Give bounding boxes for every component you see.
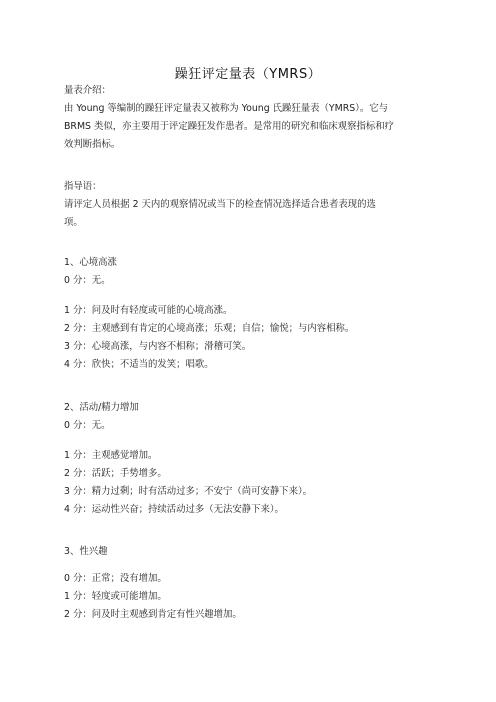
guide-section [64,178,436,196]
score-item: 4 分：欣快；不适当的发笑；唱歌。 [64,359,214,370]
section-elevated-mood-items [64,302,436,374]
score-item: 0 分：无。 [64,275,111,286]
score-item: 2 分：主观感到有肯定的心境高涨；乐观；自信；愉悦；与内容相称。 [64,323,355,334]
intro-label: 量表介绍： [64,85,111,96]
score-item: 2 分：问及时主观感到肯定有性兴趣增加。 [64,609,242,620]
section-sexual-interest [64,543,436,561]
score-item: 1 分：轻度或可能增加。 [64,591,167,602]
section-increased-activity [64,399,436,435]
score-item: 1 分：主观感觉增加。 [64,450,158,461]
section-heading: 3、性兴趣 [64,546,108,557]
intro-line: 效判断指标。 [64,139,121,150]
score-item: 1 分：问及时有轻度或可能的心境高涨。 [64,305,233,316]
score-item: 3 分：精力过剩；时有活动过多；不安宁（尚可安静下来）。 [64,486,313,497]
intro-line: 由 Young 等编制的躁狂评定量表又被称为 Young 氏躁狂量表（YMRS）。它与 [64,103,388,114]
score-item: 2 分：活跃；手势增多。 [64,468,167,479]
score-item: 0 分：正常；没有增加。 [64,573,167,584]
guide-label: 指导语： [64,181,102,192]
section-elevated-mood [64,254,436,290]
section-heading: 1、心境高涨 [64,257,117,268]
document-title: 躁狂评定量表（YMRS） [174,67,322,82]
intro-body [64,100,436,154]
guide-line: 请评定人员根据 2 天内的观察情况或当下的检查情况选择适合患者表现的选 [64,199,376,210]
section-increased-activity-items [64,447,436,519]
section-heading: 2、活动/精力增加 [64,402,139,413]
guide-body [64,196,436,232]
guide-line: 项。 [64,217,83,228]
intro-line: BRMS 类似，亦主要用于评定躁狂发作患者。是常用的研究和临床观察指标和疗 [64,121,394,132]
score-item: 0 分：无。 [64,420,111,431]
score-item: 4 分：运动性兴奋；持续活动过多（无法安静下来）。 [64,504,284,515]
section-sexual-interest-items [64,570,436,624]
score-item: 3 分：心境高涨，与内容不相称；滑稽可笑。 [64,341,252,352]
intro-section [64,82,436,100]
